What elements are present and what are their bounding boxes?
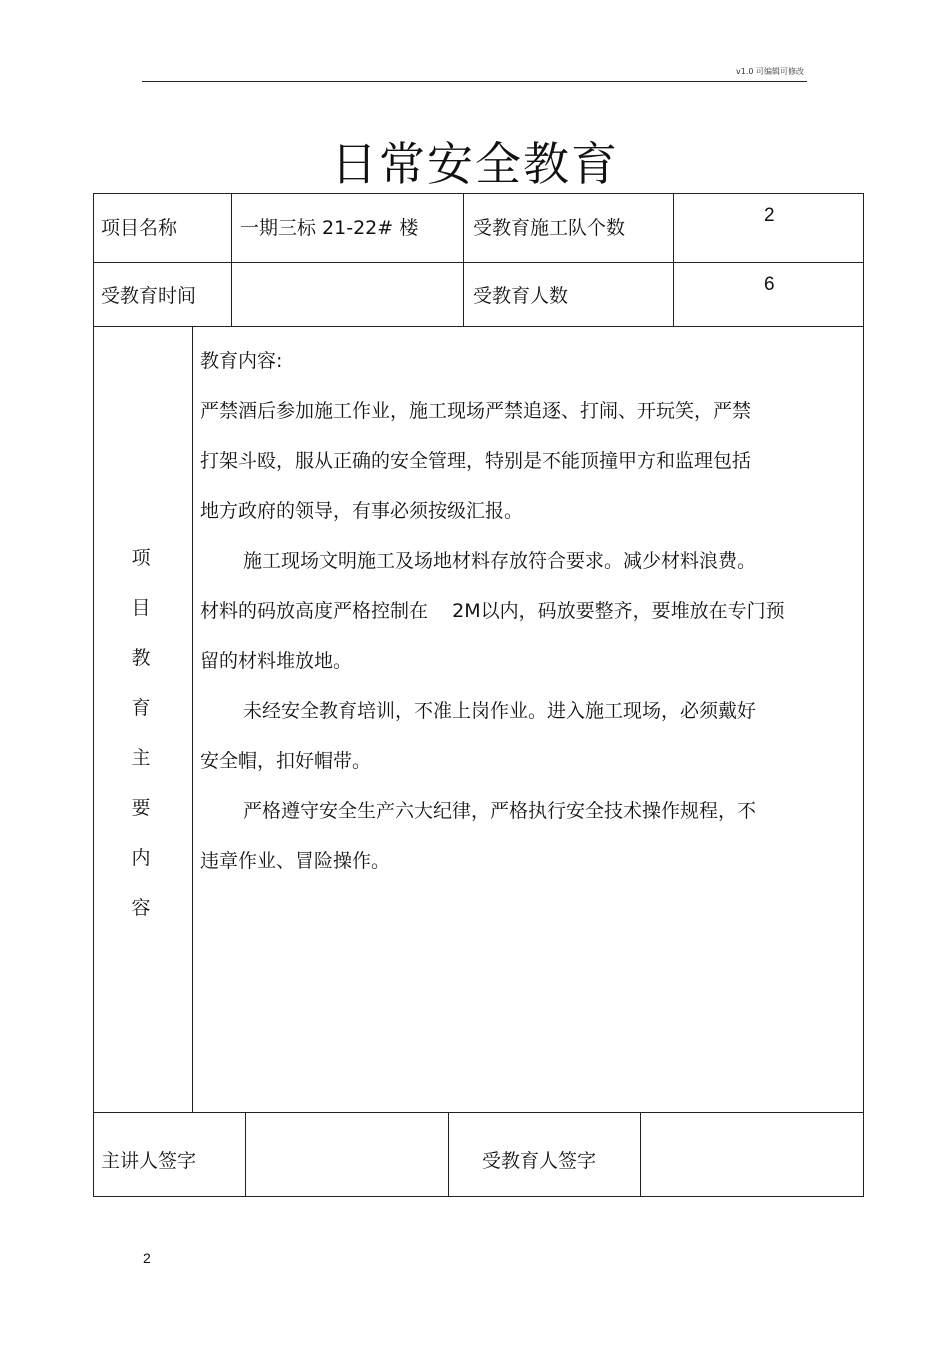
project-name-value: 一期三标 21-22# 楼 [240, 217, 419, 239]
content-line: 严格遵守安全生产六大纪律，严格执行安全技术操作规程，不 [243, 800, 757, 822]
side-label-char: 目 [131, 597, 151, 619]
col-divider-content [192, 326, 193, 1112]
col-divider-r1-b [463, 193, 464, 326]
trainee-sign-label: 受教育人签字 [482, 1150, 597, 1172]
page-number: 2 [143, 1250, 151, 1266]
project-name-label: 项目名称 [101, 217, 178, 239]
side-label-char: 育 [131, 697, 151, 719]
people-count-label: 受教育人数 [473, 285, 569, 307]
header-rule [142, 81, 807, 82]
education-time-label: 受教育时间 [101, 285, 197, 307]
content-line: 严禁酒后参加施工作业，施工现场严禁追逐、打闹、开玩笑，严禁 [200, 400, 752, 422]
row-divider-1 [93, 262, 864, 263]
content-line: 施工现场文明施工及场地材料存放符合要求。减少材料浪费。 [243, 550, 757, 572]
lecturer-sign-label: 主讲人签字 [101, 1150, 197, 1172]
content-line: 打架斗殴，服从正确的安全管理，特别是不能顶撞甲方和监理包括 [200, 450, 752, 472]
team-count-label: 受教育施工队个数 [473, 217, 626, 239]
row-divider-2 [93, 326, 864, 327]
content-line: 地方政府的领导，有事必须按级汇报。 [200, 500, 524, 522]
content-line: 留的材料堆放地。 [200, 650, 353, 672]
content-side-label [130, 533, 152, 933]
col-divider-sign-c [640, 1112, 641, 1197]
lecturer-sign-field[interactable] [250, 1116, 442, 1192]
col-divider-sign-a [245, 1112, 246, 1197]
content-line: 未经安全教育培训，不准上岗作业。进入施工现场，必须戴好 [243, 700, 757, 722]
team-count-value: 2 [764, 205, 775, 226]
row-divider-3 [93, 1112, 864, 1113]
side-label-char: 内 [131, 847, 151, 869]
col-divider-r1-a [231, 193, 232, 326]
content-line: 违章作业、冒险操作。 [200, 850, 391, 872]
side-label-char: 容 [131, 897, 151, 919]
col-divider-sign-b [448, 1112, 449, 1197]
side-label-char: 项 [131, 547, 151, 569]
trainee-sign-field[interactable] [645, 1116, 859, 1192]
content-line: 安全帽，扣好帽带。 [200, 750, 372, 772]
education-content [200, 336, 850, 886]
side-label-char: 要 [131, 797, 151, 819]
header-version-note: v1.0 可编辑可修改 [736, 67, 804, 76]
page-title: 日常安全教育 [331, 137, 619, 191]
content-line: 材料的码放高度严格控制在 2M以内，码放要整齐，要堆放在专门预 [200, 600, 785, 622]
people-count-value: 6 [764, 274, 775, 295]
side-label-char: 主 [131, 747, 151, 769]
col-divider-r1-c [673, 193, 674, 326]
side-label-char: 教 [131, 647, 151, 669]
content-heading: 教育内容: [200, 350, 283, 372]
